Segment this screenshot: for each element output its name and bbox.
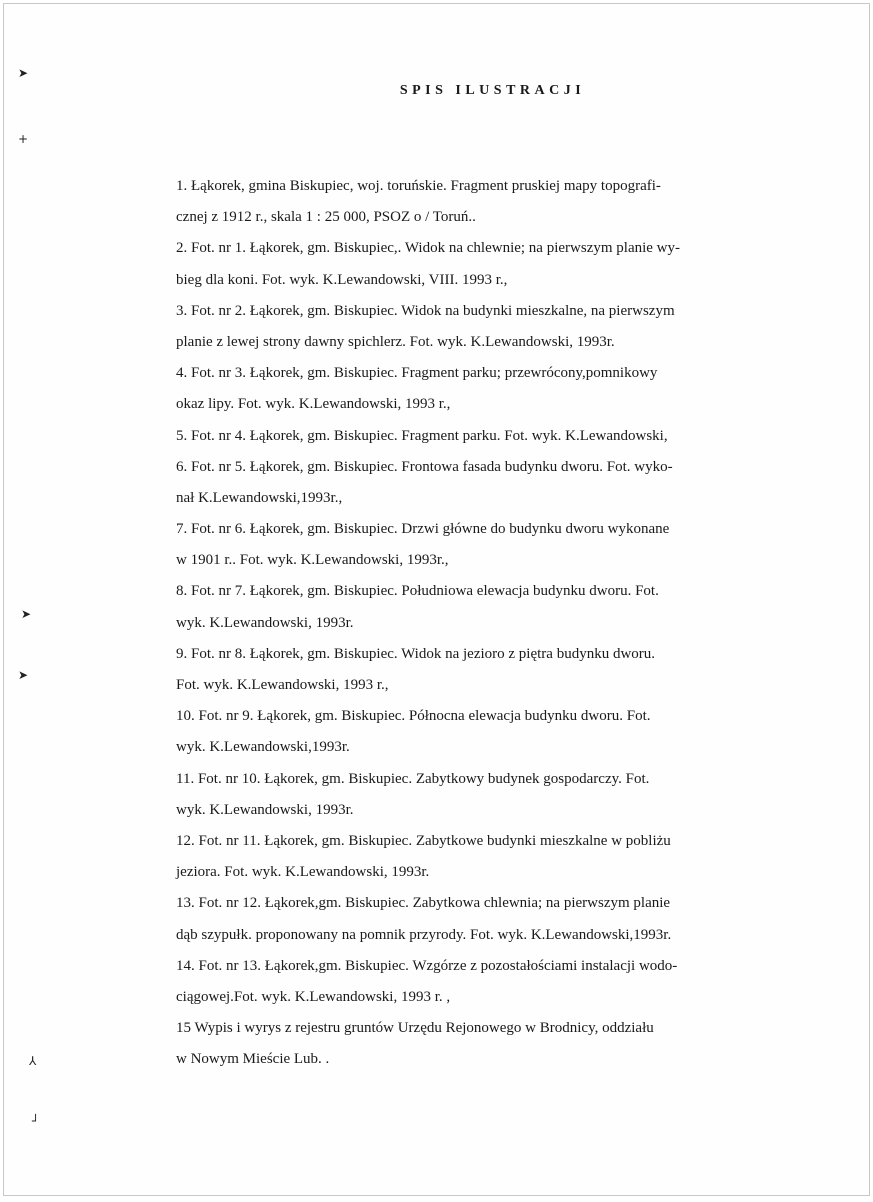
list-line: dąb szypułk. proponowany na pomnik przyrody. Fot. wyk. K.Lewandowski,1993r. xyxy=(176,926,672,943)
margin-mark-1: ➤ xyxy=(18,66,29,80)
margin-mark-5: ⅄ xyxy=(29,1054,37,1068)
list-line: cznej z 1912 r., skala 1 : 25 000, PSOZ o / Toruń.. xyxy=(176,209,476,226)
list-line: jeziora. Fot. wyk. K.Lewandowski, 1993r. xyxy=(176,864,430,881)
margin-mark-6: ┘ xyxy=(32,1114,40,1128)
list-line: 10. Fot. nr 9. Łąkorek, gm. Biskupiec. Północna elewacja budynku dworu. Fot. xyxy=(176,708,651,725)
list-line: 11. Fot. nr 10. Łąkorek, gm. Biskupiec. Zabytkowy budynek gospodarczy. Fot. xyxy=(176,770,650,787)
list-line: 2. Fot. nr 1. Łąkorek, gm. Biskupiec,. Widok na chlewnie; na pierwszym planie wy- xyxy=(176,240,681,257)
list-line: planie z lewej strony dawny spichlerz. Fot. wyk. K.Lewandowski, 1993r. xyxy=(176,333,615,350)
list-line: ciągowej.Fot. wyk. K.Lewandowski, 1993 r. , xyxy=(176,988,451,1005)
list-line: 6. Fot. nr 5. Łąkorek, gm. Biskupiec. Frontowa fasada budynku dworu. Fot. wyko- xyxy=(176,458,673,475)
list-line: wyk. K.Lewandowski, 1993r. xyxy=(176,801,354,818)
page-title: SPIS ILUSTRACJI xyxy=(399,83,586,98)
margin-mark-4: ➤ xyxy=(18,668,29,682)
list-line: 1. Łąkorek, gmina Biskupiec, woj. toruńskie. Fragment pruskiej mapy topografi- xyxy=(176,178,661,194)
list-line: 12. Fot. nr 11. Łąkorek, gm. Biskupiec. Zabytkowe budynki mieszkalne w pobliżu xyxy=(176,832,671,849)
list-line: 4. Fot. nr 3. Łąkorek, gm. Biskupiec. Fragment parku; przewrócony,pomnikowy xyxy=(176,365,658,382)
list-line: wyk. K.Lewandowski,1993r. xyxy=(176,739,350,756)
margin-mark-2: + xyxy=(18,132,29,146)
margin-mark-3: ➤ xyxy=(21,607,32,621)
list-line: nał K.Lewandowski,1993r., xyxy=(176,489,343,506)
list-line: 8. Fot. nr 7. Łąkorek, gm. Biskupiec. Południowa elewacja budynku dworu. Fot. xyxy=(176,583,659,600)
list-line: 7. Fot. nr 6. Łąkorek, gm. Biskupiec. Drzwi główne do budynku dworu wykonane xyxy=(176,521,670,538)
list-line: w Nowym Mieście Lub. . xyxy=(176,1051,330,1068)
list-line: 5. Fot. nr 4. Łąkorek, gm. Biskupiec. Fragment parku. Fot. wyk. K.Lewandowski, xyxy=(176,427,668,444)
list-line: Fot. wyk. K.Lewandowski, 1993 r., xyxy=(176,677,389,693)
list-line: 15 Wypis i wyrys z rejestru gruntów Urzędu Rejonowego w Brodnicy, oddziału xyxy=(176,1020,654,1037)
list-line: 13. Fot. nr 12. Łąkorek,gm. Biskupiec. Zabytkowa chlewnia; na pierwszym planie xyxy=(176,895,671,912)
list-line: 14. Fot. nr 13. Łąkorek,gm. Biskupiec. Wzgórze z pozostałościami instalacji wodo- xyxy=(176,957,678,974)
illustrations-list xyxy=(176,171,776,1075)
document-page xyxy=(3,3,870,1196)
list-line: bieg dla koni. Fot. wyk. K.Lewandowski, VIII. 1993 r., xyxy=(176,271,508,288)
list-line: 3. Fot. nr 2. Łąkorek, gm. Biskupiec. Widok na budynki mieszkalne, na pierwszym xyxy=(176,302,675,319)
list-line: wyk. K.Lewandowski, 1993r. xyxy=(176,614,354,631)
list-line: w 1901 r.. Fot. wyk. K.Lewandowski, 1993r., xyxy=(176,552,449,569)
list-line: 9. Fot. nr 8. Łąkorek, gm. Biskupiec. Widok na jezioro z piętra budynku dworu. xyxy=(176,645,656,662)
list-line: okaz lipy. Fot. wyk. K.Lewandowski, 1993 r., xyxy=(176,396,451,413)
